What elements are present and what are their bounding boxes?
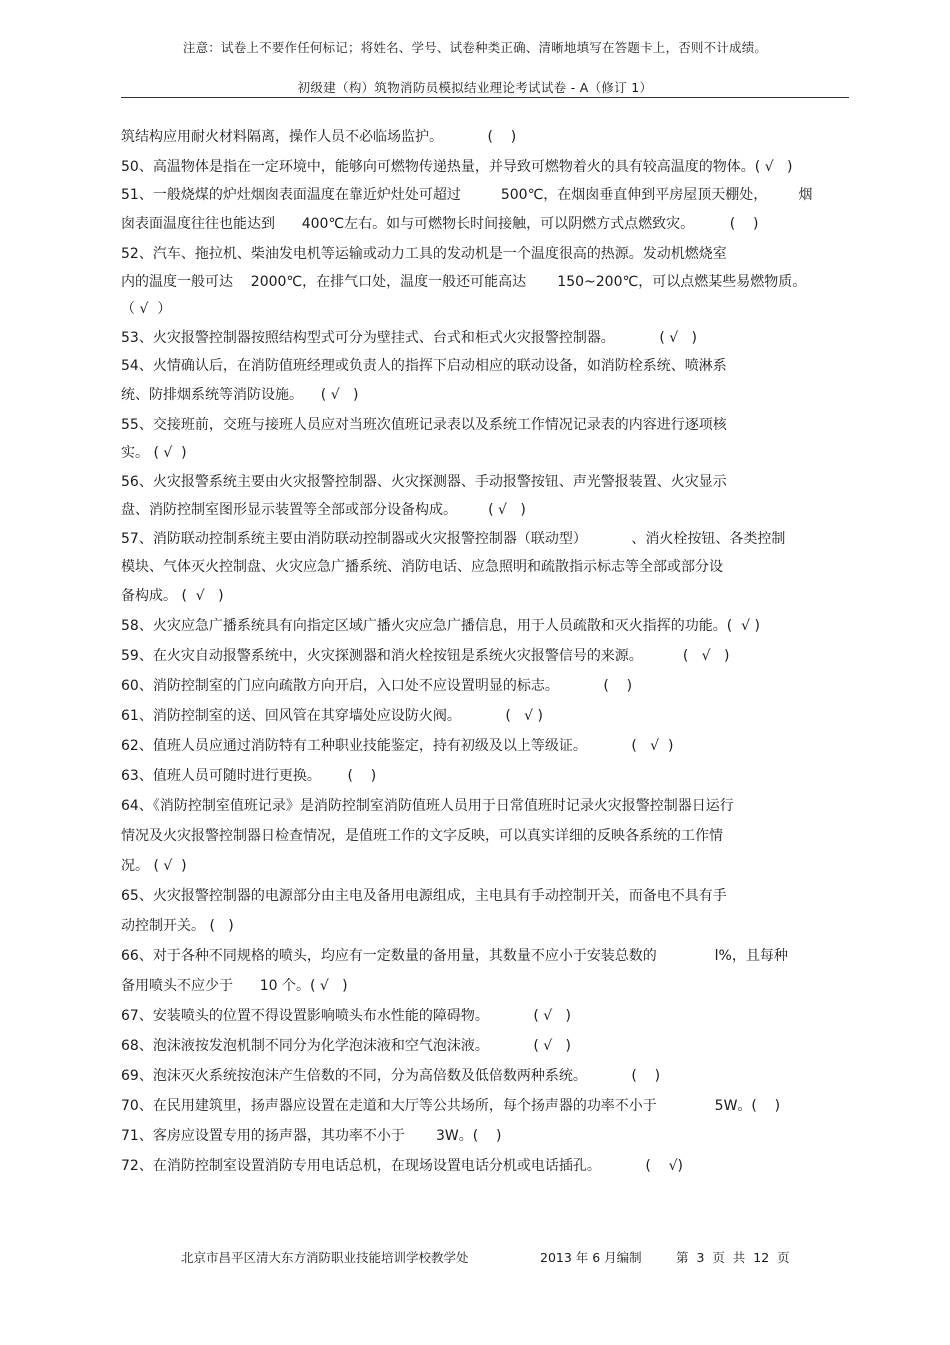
question-line: 50、高温物体是指在一定环境中，能够向可燃物传递热量，并导致可燃物着火的具有较高温度的物体。( √ ) xyxy=(121,159,793,175)
question-line: 65、火灾报警控制器的电源部分由主电及备用电源组成，主电具有手动控制开关，而备电不具有手 xyxy=(121,888,727,904)
exam-notice: 注意：试卷上不要作任何标记；将姓名、学号、试卷种类正确、清晰地填写在答题卡上，否则不计成绩。 xyxy=(182,40,768,55)
question-line: 53、火灾报警控制器按照结构型式可分为壁挂式、台式和柜式火灾报警控制器。 ( √ ) xyxy=(121,330,697,346)
question-line: 55、交接班前，交班与接班人员应对当班次值班记录表以及系统工作情况记录表的内容进行逐项核 xyxy=(121,417,727,433)
footer-page-number: 第 3 页 共 12 页 xyxy=(676,1250,790,1265)
header-divider xyxy=(121,97,849,98)
question-line: 筑结构应用耐火材料隔离，操作人员不必临场监护。 ( ) xyxy=(121,129,517,145)
question-line: 59、在火灾自动报警系统中，火灾探测器和消火栓按钮是系统火灾报警信号的来源。 ( √ ) xyxy=(121,648,730,664)
footer-school: 北京市昌平区清大东方消防职业技能培训学校教学处 xyxy=(181,1250,469,1265)
question-line: 62、值班人员应通过消防特有工种职业技能鉴定，持有初级及以上等级证。 ( √ ) xyxy=(121,738,674,754)
footer-date: 2013 年 6 月编制 xyxy=(540,1250,642,1265)
question-line: 情况及火灾报警控制器日检查情况，是值班工作的文字反映，可以真实详细的反映各系统的工作情 xyxy=(121,828,723,844)
question-line: 况。 ( √ ) xyxy=(121,858,187,874)
question-line: 63、值班人员可随时进行更换。 ( ) xyxy=(121,768,377,784)
question-line: 56、火灾报警系统主要由火灾报警控制器、火灾探测器、手动报警按钮、声光警报装置、火灾显示 xyxy=(121,474,727,490)
question-line: 61、消防控制室的送、回风管在其穿墙处应设防火阀。 ( √ ) xyxy=(121,708,543,724)
question-line: 70、在民用建筑里，扬声器应设置在走道和大厅等公共场所，每个扬声器的功率不小于 5W。( ) xyxy=(121,1098,781,1114)
question-line: 模块、气体灭火控制盘、火灾应急广播系统、消防电话、应急照明和疏散指示标志等全部或部分设 xyxy=(121,559,723,575)
question-line: 66、对于各种不同规格的喷头，均应有一定数量的备用量，其数量不应小于安装总数的 l%，且每种 xyxy=(121,948,788,964)
question-line: 64、《消防控制室值班记录》是消防控制室消防值班人员用于日常值班时记录火灾报警控制器日运行 xyxy=(121,798,734,814)
question-line: 统、防排烟系统等消防设施。 ( √ ) xyxy=(121,387,359,403)
question-list xyxy=(121,122,849,1181)
question-line: 67、安装喷头的位置不得设置影响喷头布水性能的障碍物。 ( √ ) xyxy=(121,1008,571,1024)
question-line: 52、汽车、拖拉机、柴油发电机等运输或动力工具的发动机是一个温度很高的热源。发动机燃烧室 xyxy=(121,246,727,262)
question-line: 51、一般烧煤的炉灶烟囱表面温度在靠近炉灶处可超过 500℃，在烟囱垂直伸到平房屋顶天棚处， 烟 xyxy=(121,187,813,203)
question-line: （ √ ） xyxy=(121,301,172,317)
question-line: 盘、消防控制室图形显示装置等全部或部分设备构成。 ( √ ) xyxy=(121,502,526,518)
question-line: 实。 ( √ ) xyxy=(121,445,187,461)
question-line: 57、消防联动控制系统主要由消防联动控制器或火灾报警控制器（联动型） 、消火栓按钮、各类控制 xyxy=(121,531,786,547)
question-line: 68、泡沫液按发泡机制不同分为化学泡沫液和空气泡沫液。 ( √ ) xyxy=(121,1038,571,1054)
question-line: 71、客房应设置专用的扬声器，其功率不小于 3W。( ) xyxy=(121,1128,502,1144)
question-line: 54、火情确认后，在消防值班经理或负责人的指挥下启动相应的联动设备，如消防栓系统、喷淋系 xyxy=(121,358,727,374)
question-line: 备用喷头不应少于 10 个。( √ ) xyxy=(121,978,348,994)
exam-title: 初级建（构）筑物消防员模拟结业理论考试试卷 - A（修订 1） xyxy=(297,80,653,95)
question-line: 囱表面温度往往也能达到 400℃左右。如与可燃物长时间接触，可以阴燃方式点燃致灾。 ( ) xyxy=(121,216,759,232)
question-line: 69、泡沫灭火系统按泡沫产生倍数的不同，分为高倍数及低倍数两种系统。 ( ) xyxy=(121,1068,661,1084)
question-line: 60、消防控制室的门应向疏散方向开启，入口处不应设置明显的标志。 ( ) xyxy=(121,678,633,694)
question-line: 备构成。 ( √ ) xyxy=(121,588,224,604)
question-line: 72、在消防控制室设置消防专用电话总机，在现场设置电话分机或电话插孔。 ( √) xyxy=(121,1158,683,1174)
question-line: 58、火灾应急广播系统具有向指定区域广播火灾应急广播信息，用于人员疏散和灭火指挥的功能。( √ ) xyxy=(121,618,761,634)
question-line: 动控制开关。 ( ) xyxy=(121,918,234,934)
question-line: 内的温度一般可达 2000℃，在排气口处，温度一般还可能高达 150~200℃，可以点燃某些易燃物质。 xyxy=(121,274,807,290)
